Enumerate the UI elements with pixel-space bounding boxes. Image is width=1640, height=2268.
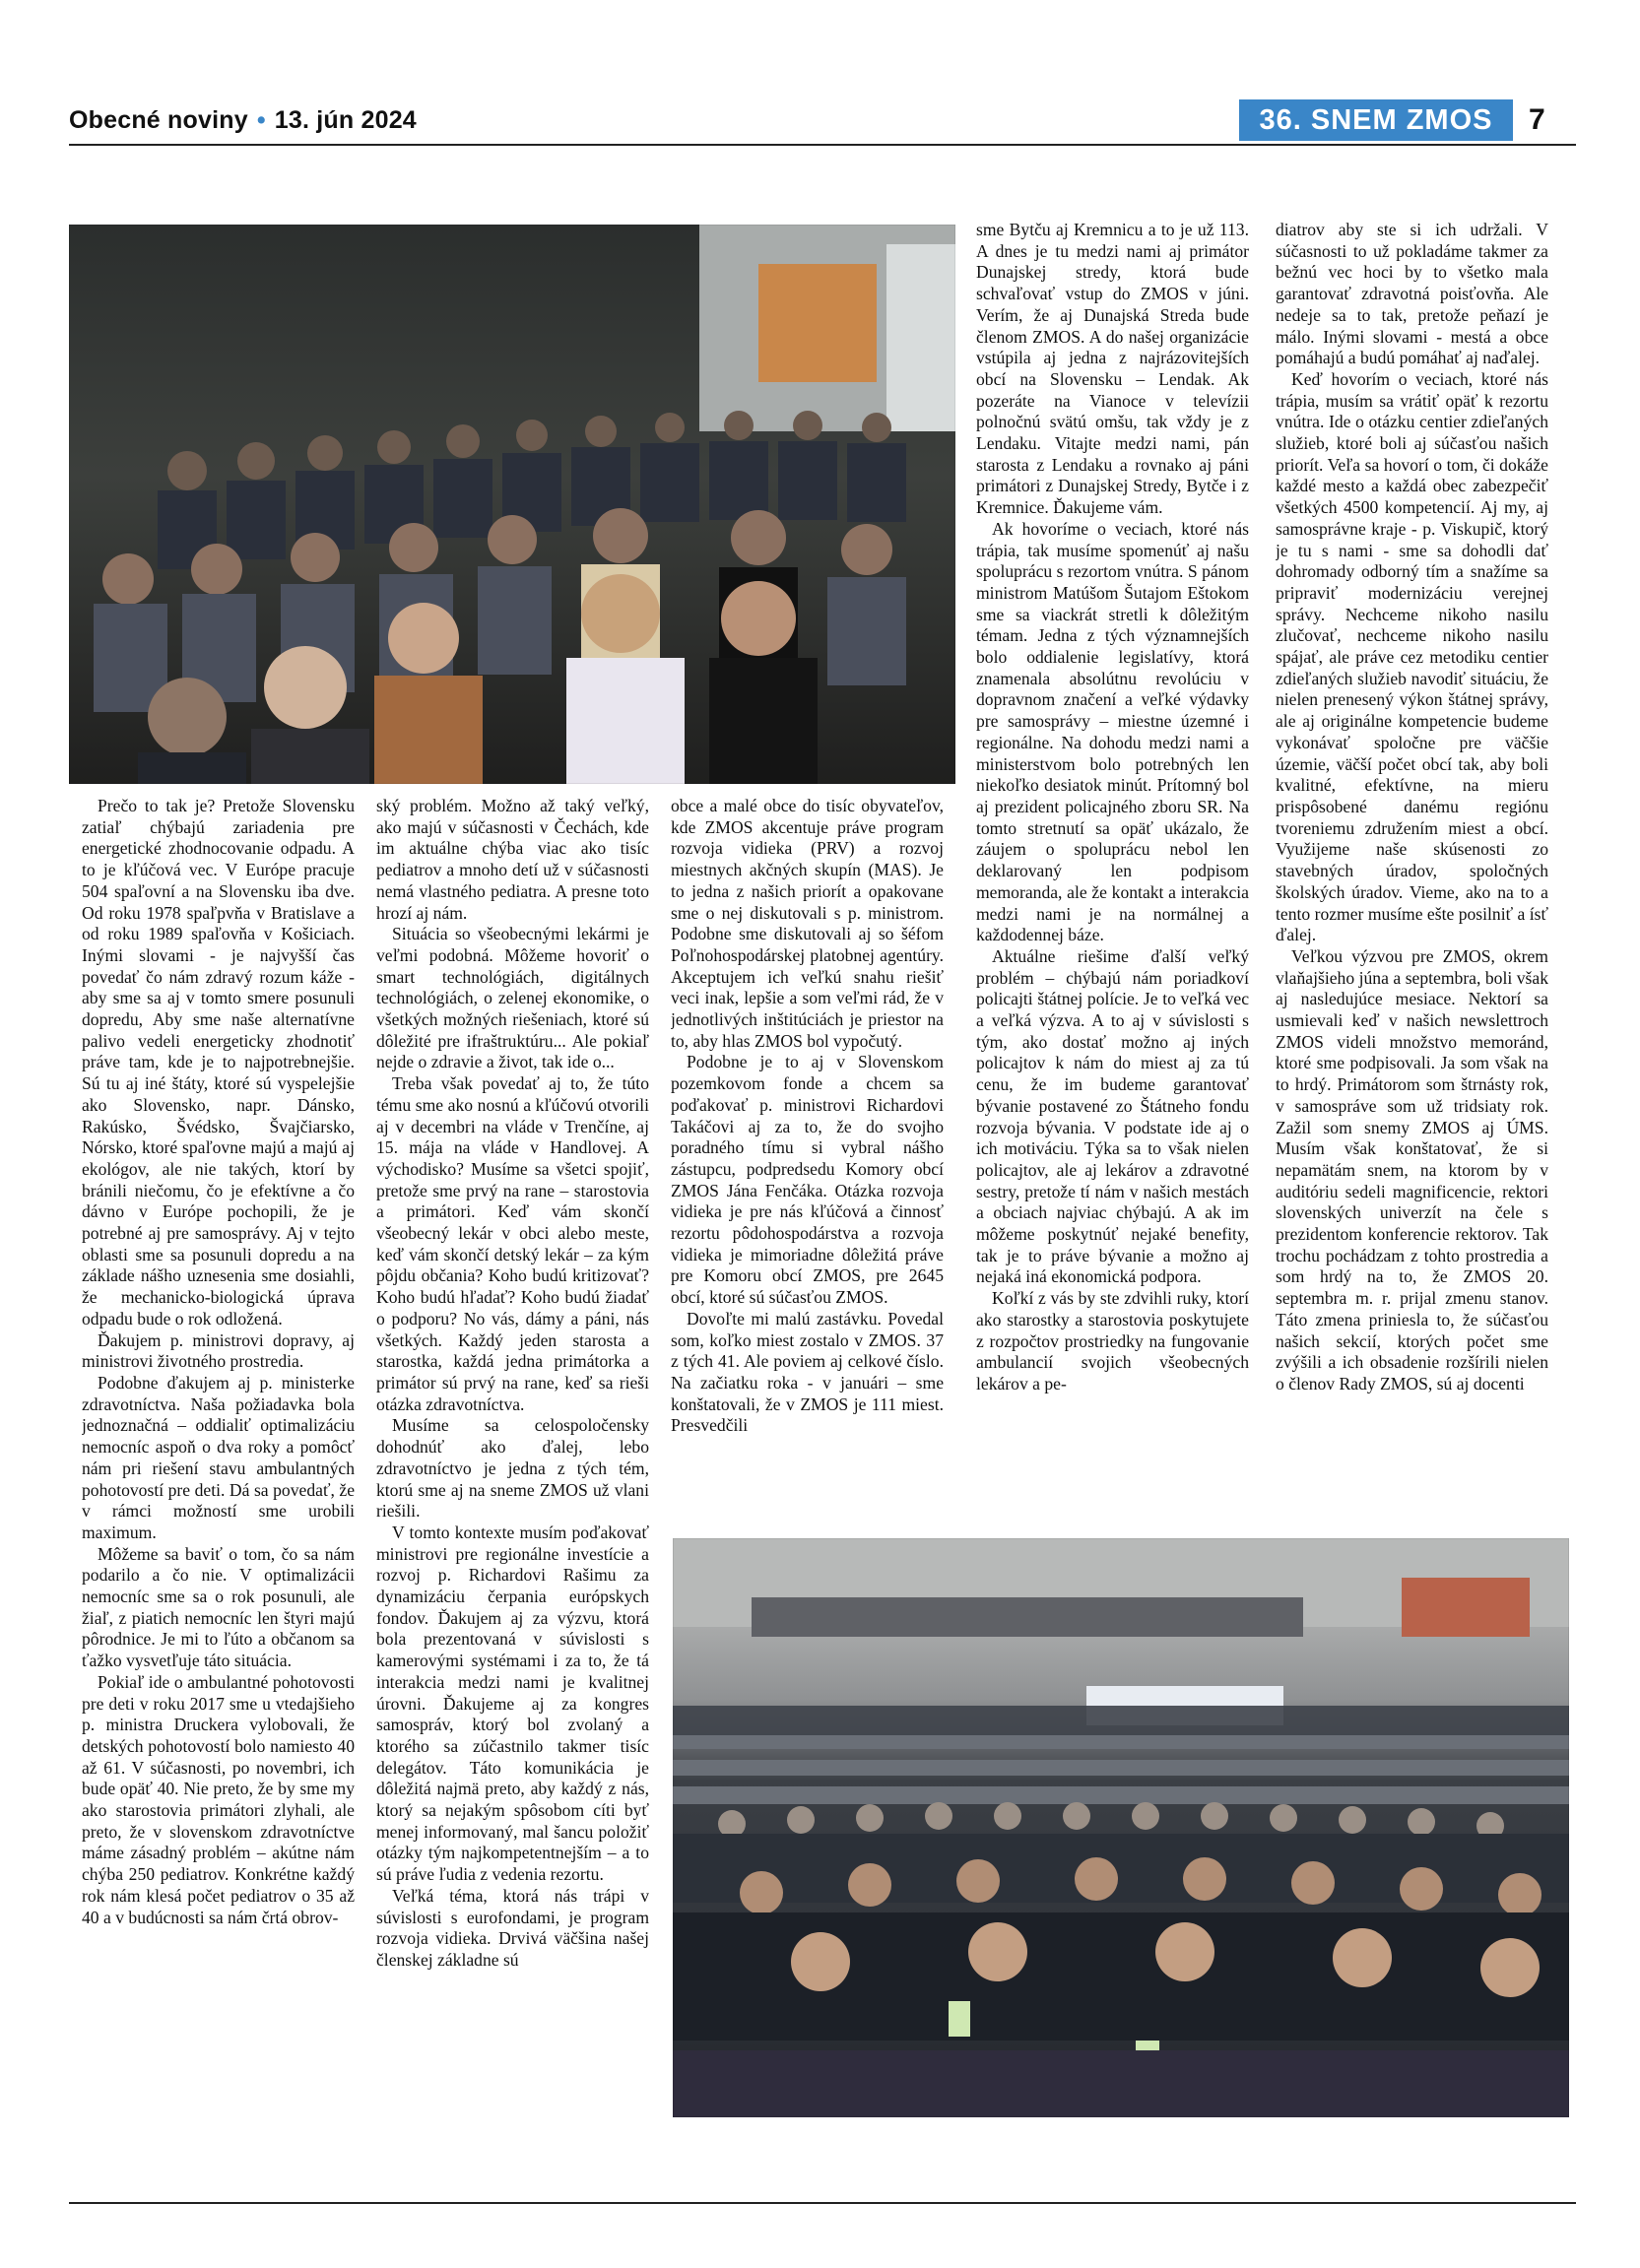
- article-column-3: [671, 796, 944, 1529]
- paragraph: Veľká téma, ktorá nás trápi v súvislosti s eurofondami, je program rozvoja vidieka. Drvivá väčšina našej členskej základne sú: [376, 1885, 649, 1970]
- header-separator: •: [256, 106, 266, 134]
- paragraph: Ak hovoríme o veciach, ktoré nás trápia, tak musíme spomenúť aj našu spoluprácu s rezortom vnútra. S pánom ministrom Matúšom Šutajom Eštokom sme sa viackrát stretli k dôležitým témam. Jedna z tých významnejších bolo oddialenie legislatívy, ktorá znamenala absolútnu revolúciu v dopravnom značení a veľké výdavky pre samosprávy – miestne územné i regionálne. Na dohodu medzi nami a ministerstvom bolo potrebných len niekoľko desiatok minút. Prítomný bol aj prezident policajného zboru SR. Na tomto stretnutí sa opäť ukázalo, že záujem o spoluprácu nebol len deklarovaný len podpisom memoranda, ale že kontakt a interakcia medzi nami je na normálnej a každodennej báze.: [976, 518, 1249, 945]
- paragraph: Pokiaľ ide o ambulantné pohotovosti pre deti v roku 2017 sme u vtedajšieho p. ministra Druckera vylobovali, že detských pohotovostí bolo namiesto 40 až 61. V súčasnosti, po novembri, ich bude opäť 40. Nie preto, že by sme my ako starostovia primátori zlyhali, ale preto, že v slovenskom zdravotníctve máme zásadný problém – akútne nám chýba 250 pediatrov. Konkrétne každý rok nám klesá počet pediatrov o 35 až 40 a v budúcnosti sa nám črtá obrov-: [82, 1671, 355, 1927]
- page-header: [0, 0, 1640, 158]
- paragraph: Môžeme sa baviť o tom, čo sa nám podarilo a čo nie. V optimalizácii nemocníc sme sa o rok posunuli, ale žiaľ, z piatich nemocníc len štyri majú pôrodnice. Je mi to ľúto a občanom sa ťažko vysvetľuje táto situácia.: [82, 1543, 355, 1671]
- paragraph: Prečo to tak je? Pretože Slovensku zatiaľ chýbajú zariadenia pre energetické zhodnocovanie odpadu. A to je kľúčová vec. V Európe pracuje 504 spaľovní a na Slovensku iba dve. Od roku 1978 spaľpvňa v Bratislave a od roku 1989 spaľovňa v Košiciach. Inými slovami - je najvyšší čas povedať čo nám zdravý rozum káže - aby sme sa aj v tomto smere posunuli dopredu, Aby sme naše alternatívne palivo vedeli energeticky zhodnotiť práve tam, kde je to najpotrebnejšie. Sú tu aj iné štáty, ktoré sú vyspelejšie ako Slovensko, napr. Dánsko, Rakúsko, Švédsko, Švajčiarsko, Nórsko, ktoré spaľovne majú a majú aj ekológov, ale nie takých, ktorí by bránili niečomu, čo je efektívne a čo dávno v Európe pochopili, že je potrebné aj pre samosprávy. Aj v tejto oblasti sme sa posunuli dopredu a na základe nášho uznesenia sme dosiahli, že mechanicko-biologická úprava odpadu bude o rok odložená.: [82, 796, 355, 1328]
- paragraph: diatrov aby ste si ich udržali. V súčasnosti to už pokladáme takmer za bežnú vec hoci by to všetko mala garantovať zdravotná poisťovňa. Ale nedeje sa to tak, pretože peňazí je málo. Inými slovami - mestá a obce pomáhajú a budú pomáhať aj naďalej.: [1276, 220, 1548, 368]
- paragraph: Podobne ďakujem aj p. ministerke zdravotníctva. Naša požiadavka bola jednoznačná – oddialiť optimalizáciu nemocníc aspoň o dva roky a pomôcť nám pri riešení stavu ambulantných pohotovostí pre deti. Dá sa povedať, že v rámci možností sme urobili maximum.: [82, 1372, 355, 1542]
- paragraph: Dovoľte mi malú zastávku. Povedal som, koľko miest zostalo v ZMOS. 37 z tých 41. Ale poviem aj celkové číslo. Na začiatku roka - v januári – sme konštatovali, že v ZMOS je 111 miest. Presvedčili: [671, 1308, 944, 1436]
- paragraph: Podobne je to aj v Slovenskom pozemkovom fonde a chcem sa poďakovať p. ministrovi Richardovi Takáčovi aj za to, že do svojho poradného tímu si vybral nášho zástupcu, podpredsedu Komory obcí ZMOS Jána Fenčáka. Otázka rozvoja vidieka je pre nás kľúčová a činnosť rezortu pôdohospodárstva a rozvoja vidieka je mimoriadne dôležitá práve pre Komoru obcí ZMOS, pre 2645 obcí, ktoré sú súčasťou ZMOS.: [671, 1052, 944, 1308]
- paragraph: Treba však povedať aj to, že tútо tému sme ako nosnú a kľúčovú otvorili aj v decembri na vláde v Trenčíne, aj 15. mája na vláde v Handlovej. A východisko? Musíme sa všetci spojiť, pretože sme prvý na rane – starostovia a primátori. Keď vám skončí všeobecný lekár v obci alebo meste, keď vám skončí detský lekár – za kým pôjdu občania? Koho budú kritizovať? Koho budú hľadať? Koho budú žiadať o podporu? No vás, dámy a páni, nás všetkých. Každý jeden starosta a starostka, každá jedna primátorka a primátor sú prvý na rane, keď sa rieši otázka zdravotníctva.: [376, 1073, 649, 1414]
- paragraph: Keď hovorím o veciach, ktoré nás trápia, musím sa vrátiť opäť k rezortu vnútra. Ide o otázku centier zdieľaných služieb, ktoré boli aj súčasťou našich priorít. Veľa sa hovorí o tom, či dokáže každé mesto a každá obec zabezpečiť všetkých 4500 kompetencií. Aj my, aj samosprávne kraje - p. Viskupič, ktorý je tu s nami - sme sa dohodli dať dohromady odborný tím a snažíme sa pripraviť modernizáciu verejnej správy. Nechceme nikoho nasilu zlučovať, nechceme nikoho nasilu spájať, ale práve cez metodiku centier zdieľaných služieb navodiť situáciu, že nielen prenesený výkon štátnej správy, ale aj originálne kompetencie budeme vykonávať spoločne pre väčšie územie, väčší počet obcí tak, aby boli kvalitné, efektívne, na mieru prispôsobené danému regiónu tvoreniemu združením miest a obcí. Využijeme naše skúsenosti zo stavebných úradov, spoločných školských úradov. Vieme, ako na to a tento rozmer musíme ešte posilniť a ísť ďalej.: [1276, 368, 1548, 945]
- paragraph: Veľkou výzvou pre ZMOS, okrem vlaňajšieho júna a septembra, boli však aj nasledujúce mesiace. Nektorí sa usmievali keď v našich newslettroch ZMOS videli množstvo memoránd, ktoré sme podpisovali. Ja som však na to hrdý. Primátorom som štrnásty rok, v samospráve som už tridsiaty rok. Zažil som snemy ZMOS aj ÚMS. Musím však konštatovať, že si nepamätám snem, na ktorom by v auditóriu sedeli magnificencie, rektori slovenských univerzít na čele s prezidentom konferencie rektorov. Tak trochu pochádzam z tohto prostredia a som hrdý na to, že ZMOS 20. septembra m. r. prijal zmenu stanov. Táto zmena priniesla to, že súčasťou našich sekcií, ktorých počet sme zvýšili a ich obsadenie rozšírili nielen o členov Rady ZMOS, sú aj docenti: [1276, 945, 1548, 1393]
- paragraph: Situácia so všeobecnými lekármi je veľmi podobná. Môžeme hovoriť o smart technológiách, digitálnych technológiách, o zelenej ekonomike, o všetkých možných riešeniach, ktoré sú dôležité pre ifraštruktúru... Ale pokiaľ nejde o zdravie a život, tak ide o...: [376, 924, 649, 1072]
- paragraph: Ďakujem p. ministrovi dopravy, aj ministrovi životného prostredia.: [82, 1329, 355, 1372]
- article-column-2: [376, 796, 649, 2199]
- article-column-1: [82, 796, 355, 2199]
- issue-date: 13. jún 2024: [274, 106, 417, 134]
- paragraph: sme Bytču aj Kremnicu a to je už 113. A dnes je tu medzi nami aj primátor Dunajskej stredy, ktorá bude schvaľovať vstup do ZMOS v júni. Verím, že aj Dunajská Streda bude členom ZMOS. A do našej organizácie vstúpila aj jedna z najrázovitejších obcí na Slovensku – Lendak. Ak pozeráte na Vianoce v televízii polnočnú svätú omšu, tak vždy je z Lendaku. Vitajte medzi nami, pán starosta z Lendaku a rovnako aj páni primátori z Dunajskej Stredy, Bytče i z Kremnice. Ďakujeme vám.: [976, 220, 1249, 518]
- photo-audience-hall: [673, 1538, 1569, 2117]
- header-rule: [69, 144, 1576, 146]
- publication-name: Obecné noviny: [69, 106, 248, 134]
- section-tag: 36. SNEM ZMOS: [1239, 99, 1513, 141]
- page-number: 7: [1529, 103, 1545, 136]
- article-column-4: [976, 220, 1249, 1529]
- article-column-5: [1276, 220, 1548, 1529]
- paragraph: V tomto kontexte musím poďakovať ministrovi pre regionálne investície a rozvoj p. Richardovi Rašimu za dynamizáciu čerpania európskych fondov. Ďakujem aj za výzvu, ktorá bola prezentovaná v súvislosti s kamerovými systémami i za to, že tá interakcia medzi nami je kvalitnej úrovni. Ďakujeme aj za kongres samospráv, ktorý bol zvolaný a ktorého sa zúčastnilo takmer tisíc delegátov. Táto komunikácia je dôležitá najmä preto, aby každý z nás, ktorý sa nejakým spôsobom cíti byť menej informovaný, mal šancu položiť otázky tým najkompetentnejším – a to sú práve ľudia z vedenia rezortu.: [376, 1522, 649, 1885]
- photo-audience-closeup: [69, 225, 955, 784]
- paragraph: Koľkí z vás by ste zdvihli ruky, ktorí ako starostky a starostovia poskytujete z rozpočtov prostriedky na fungovanie ambulancií svojich všeobecných lekárov a pe-: [976, 1288, 1249, 1393]
- publication-line: [69, 106, 417, 135]
- paragraph: Aktuálne riešime ďalší veľký problém – chýbajú nám poriadkoví policajti štátnej polície. Je to veľká vec a veľká výzva. A to aj v súvislosti s tým, ako dostať možno aj iných policajtov k nám do miest aj za tú cenu, že im budeme garantovať bývanie postavené zo Štátneho fondu rozvoja bývania. V podstate ide aj o ich motiváciu. Týka sa to však nielen policajtov, ale aj lekárov a zdravotné sestry, pretože tí nám v našich mestách a obciach najviac chýbajú. A ak im môžeme poskytnúť nejaké benefity, tak je to práve bývanie a možno aj nejaká iná ekonomická podpora.: [976, 945, 1249, 1287]
- footer-rule: [69, 2202, 1576, 2204]
- paragraph: obce a malé obce do tisíc obyvateľov, kde ZMOS akcentuje práve program rozvoja vidieka (PRV) a rozvoj miestnych akčných skupín (MAS). Je to jedna z našich priorít a opakovane sme o nej diskutovali s p. ministrom. Podobne sme diskutovali aj so šéfom Poľnohospodárskej platobnej agentúry. Akceptujem ich veľkú snahu riešiť veci inak, lepšie a som veľmi rád, že v jednotlivých inštitúciách je priestor na to, aby hlas ZMOS bol vypočutý.: [671, 796, 944, 1051]
- paragraph: Musíme sa celospoločensky dohodnúť ako ďalej, lebo zdravotníctvo je jedna z tých tém, ktorú sme aj na sneme ZMOS už vlani riešili.: [376, 1415, 649, 1522]
- paragraph: ský problém. Možno až taký veľký, ako majú v súčasnosti v Čechách, kde im aktuálne chýba viac ako tisíc pediatrov a mnoho detí už v súčasnosti nemá vlastného pediatra. A presne toto hrozí aj nám.: [376, 796, 649, 923]
